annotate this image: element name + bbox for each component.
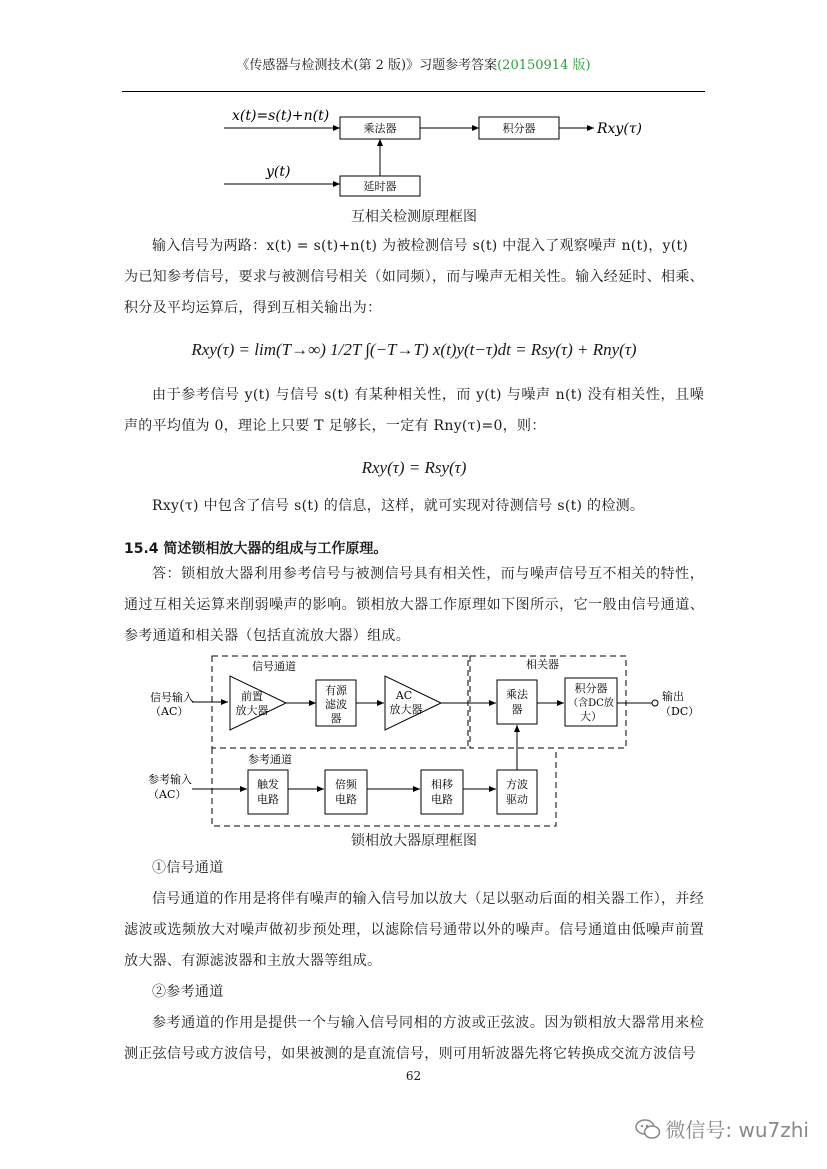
wechat-watermark [635,1114,809,1145]
equation-cross-correlation: Rxy(τ) = lim(T→∞) 1/2T ∫(−T→T) x(t)y(t−τ)dt = Rsy(τ) + Rny(τ) [191,340,637,359]
filter-label-1: 有源 [325,684,347,697]
paragraph-answer [124,559,704,652]
preamp-block [230,676,286,730]
freq-mult-block [325,770,367,814]
phase-shift-block [421,770,463,814]
paragraph-conclusion-text: Rxy(τ) 中包含了信号 s(t) 的信息，这样，就可实现对待测信号 s(t) 的检测。 [152,498,645,514]
paragraph-correlation [124,380,704,442]
phase-label-2: 电路 [431,793,453,806]
diagram1-input-x: x(t)=s(t)+n(t) [232,108,330,124]
item2-body: 参考通道的作用是提供一个与输入信号同相的方波或正弦波。因为锁相放大器常用来检测正弦信号或方波信号，如果被测的是直流信号，则可用斩波器先将它转换成交流方波信号 [124,1015,704,1062]
diagram1-input-y: y(t) [266,164,291,180]
preamp-label-1: 前置 [241,690,263,703]
reference-channel-label: 参考通道 [248,753,292,766]
square-drive-block [497,770,537,814]
ac-amp-label-1: AC [395,689,413,702]
integ-label-2: （含DC放 [568,698,614,709]
integ-label-3: 大） [580,710,602,723]
trigger-label-2: 电路 [257,793,279,806]
watermark-text: 微信号: wu7zhi [665,1118,809,1142]
signal-channel-label: 信号通道 [252,660,296,673]
equation-result: Rxy(τ) = Rsy(τ) [361,458,467,477]
section-heading: 15.4 简述锁相放大器的组成与工作原理。 [124,541,388,557]
lock-in-amplifier-diagram [0,640,827,855]
multiplier-label: 乘法器 [363,122,397,135]
header-version: (20150914 版) [497,58,591,73]
header-title: 《传感器与检测技术(第 2 版)》习题参考答案 [236,58,498,73]
trigger-label-1: 触发 [257,778,279,791]
paragraph-inputs-rest: 为已知参考信号，要求与被测信号相关（如同频），而与噪声无相关性。输入经延时、相乘、积分及平均运算后，得到互相关输出为： [124,269,704,316]
paragraph-conclusion [124,491,704,522]
wechat-icon [635,1118,661,1145]
square-label-1: 方波 [506,778,528,791]
freq-label-2: 电路 [335,793,357,806]
output-terminal [652,700,658,706]
signal-input-label: 信号输入 [150,691,194,704]
filter-label-3: 器 [330,712,342,725]
ref-input-label: 参考输入 [148,773,192,786]
diagram2-caption: 锁相放大器原理框图 [351,833,477,849]
item1-body: 信号通道的作用是将伴有噪声的输入信号加以放大（足以驱动后面的相关器工作），并经滤波或选频放大对噪声做初步预处理，以滤除信号通带以外的噪声。信号通道由低噪声前置放大器、有源滤波器和主放大器等组成。 [124,891,704,969]
integ-label-1: 积分器 [574,682,608,695]
integrator-label: 积分器 [502,122,536,135]
paragraph-inputs [124,231,704,324]
delay-label: 延时器 [363,180,397,193]
diagram1-caption: 互相关检测原理框图 [351,209,477,225]
item2-title: ②参考通道 [152,984,224,1000]
correlator-label: 相关器 [526,658,559,671]
paragraph-inputs-line1: 输入信号为两路：x(t) = s(t)+n(t) 为被检测信号 s(t) 中混入了观察噪声 n(t)，y(t) [152,238,689,254]
output-label-1: 输出 [662,690,684,703]
mult-label-1: 乘法 [506,688,528,701]
diagram1-output: Rxy(τ) [597,121,643,137]
cross-correlation-diagram [0,0,827,210]
page-number: 62 [405,1069,422,1083]
signal-input-sub: （AC） [150,705,189,718]
ref-input-sub: （AC） [148,788,187,801]
phase-label-1: 相移 [431,778,453,791]
filter-label-2: 滤波 [325,698,347,711]
preamp-label-2: 放大器 [235,704,269,717]
square-label-2: 驱动 [506,793,528,806]
section-items [124,853,704,1070]
freq-label-1: 倍频 [335,778,357,791]
trigger-block [248,770,288,814]
item1-title: ①信号通道 [152,860,224,876]
mult-block [497,680,537,724]
paragraph-answer-text: 答：锁相放大器利用参考信号与被测信号具有相关性，而与噪声信号互不相关的特性，通过互相关运算来削弱噪声的影响。锁相放大器工作原理如下图所示，它一般由信号通道、参考通道和相关器（包括直流放大器）组成。 [124,566,704,644]
output-label-2: （DC） [660,705,700,718]
mult-label-2: 器 [511,703,523,716]
paragraph-correlation-text: 由于参考信号 y(t) 与信号 s(t) 有某种相关性，而 y(t) 与噪声 n(t) 没有相关性，且噪声的平均值为 0，理论上只要 T 足够长，一定有 Rny(τ)=0，则： [124,387,704,434]
ac-amp-label-2: 放大器 [389,703,423,716]
